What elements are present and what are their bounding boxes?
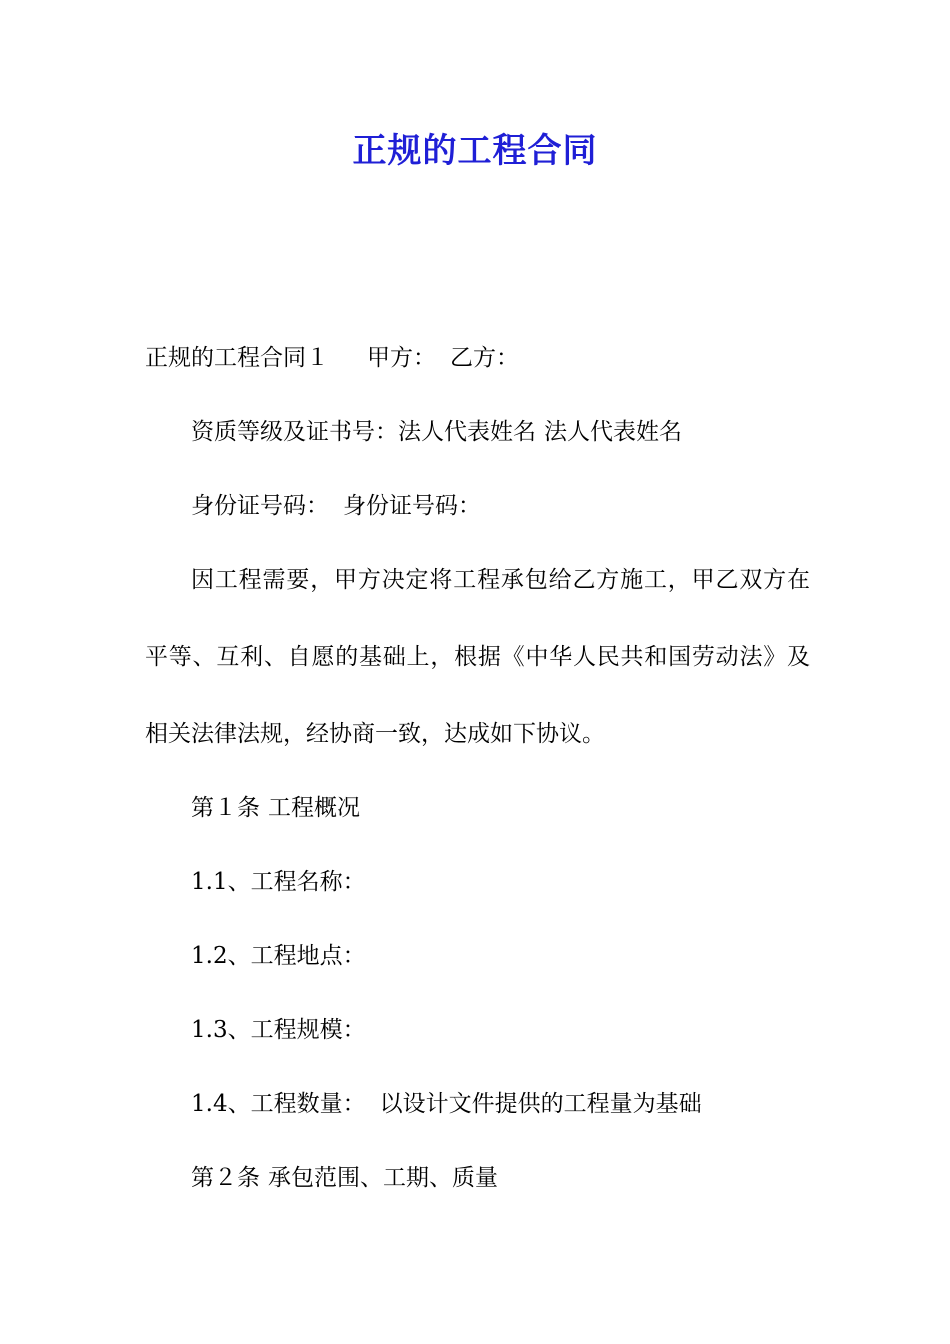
item-1-4-value: 以设计文件提供的工程量为基础 bbox=[379, 1091, 702, 1117]
qualification-label: 资质等级及证书号：法人代表姓名 bbox=[191, 419, 536, 445]
list-item bbox=[145, 1012, 810, 1049]
id-number-a-label: 身份证号码： bbox=[191, 493, 329, 519]
party-b-label: 乙方： bbox=[450, 345, 519, 371]
party-a-label: 甲方： bbox=[367, 345, 436, 371]
article-1-heading bbox=[145, 790, 810, 827]
article-1-title: 工程概况 bbox=[268, 795, 360, 821]
list-item bbox=[145, 864, 810, 901]
parties-line bbox=[145, 340, 810, 377]
item-1-1-label: 1.1、工程名称： bbox=[191, 869, 366, 895]
item-1-3-label: 1.3、工程规模： bbox=[191, 1017, 366, 1043]
legal-rep-b-label: 法人代表姓名 bbox=[544, 419, 682, 445]
item-1-2-label: 1.2、工程地点： bbox=[191, 943, 366, 969]
id-line bbox=[145, 488, 810, 525]
qualification-line bbox=[145, 414, 810, 451]
list-item bbox=[145, 938, 810, 975]
document-body bbox=[145, 340, 810, 1234]
document-title: 正规的工程合同 bbox=[352, 131, 598, 171]
contract-name: 正规的工程合同１ bbox=[145, 345, 329, 371]
intro-paragraph: 因工程需要，甲方决定将工程承包给乙方施工，甲乙双方在平等、互利、自愿的基础上，根据《中华人民共和国劳动法》及相关法律法规，经协商一致，达成如下协议。 bbox=[145, 567, 810, 747]
id-number-b-label: 身份证号码： bbox=[343, 493, 481, 519]
article-2-number: 第２条 bbox=[191, 1165, 260, 1191]
article-2-heading bbox=[145, 1160, 810, 1197]
list-item bbox=[145, 1086, 810, 1123]
item-1-4-label: 1.4、工程数量： bbox=[191, 1091, 366, 1117]
article-1-number: 第１条 bbox=[191, 795, 260, 821]
article-2-title: 承包范围、工期、质量 bbox=[268, 1165, 498, 1191]
